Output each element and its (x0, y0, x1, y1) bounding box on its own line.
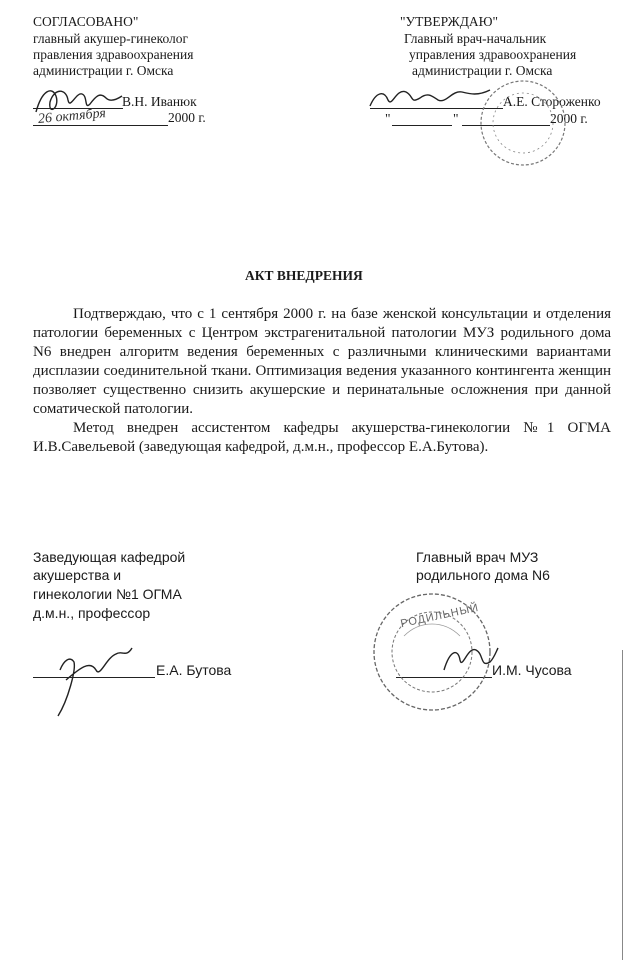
approval-year: 2000 г. (168, 110, 206, 125)
document-body (33, 305, 611, 457)
left-sign-line-4: д.м.н., профессор (33, 605, 151, 621)
approval-signature (30, 82, 130, 122)
confirm-stamp-icon (478, 78, 568, 168)
confirm-signer: А.Е. Стороженко (503, 94, 601, 109)
approval-line-2: правления здравоохранения (33, 47, 194, 62)
confirm-date-quote-close: " (453, 111, 459, 126)
confirm-line-1: Главный врач-начальник (404, 31, 547, 46)
right-sign-line-2: родильного дома N6 (416, 567, 550, 583)
page-edge-line (622, 650, 623, 960)
body-paragraph-1: Подтверждаю, что с 1 сентября 2000 г. на базе женской консультации и отделения патологии беременных с Центром экстрагенитальной патологии МУЗ родильного дома N6 внедрен алгоритм ведения беременных с различными клиническими вариантами дисплазии соединительной ткани. Оптимизация ведения указанного контингента женщин позволяет существенно снизить акушерские и перинатальные осложнения при данной соматической патологии. (33, 306, 611, 417)
body-paragraph-2: Метод внедрен ассистентом кафедры акушерства-гинекологии №1 ОГМА И.В.Савельевой (заведующая кафедрой, д.м.н., профессор Е.А.Бутова). (33, 420, 611, 455)
right-signer: И.М. Чусова (492, 662, 572, 678)
confirm-line-2: управления здравоохранения (409, 47, 577, 62)
confirm-line-3: администрации г. Омска (412, 63, 553, 78)
approval-signer: В.Н. Иванюк (122, 94, 197, 109)
confirm-signature (366, 80, 496, 116)
confirm-heading: "УТВЕРЖДАЮ" (400, 14, 499, 29)
confirm-date-quote-open: " (385, 111, 391, 126)
left-sign-line-1: Заведующая кафедрой (33, 549, 186, 565)
approval-heading: СОГЛАСОВАНО" (33, 14, 139, 29)
stamp-text: РОДИЛЬНЫЙ (399, 601, 481, 631)
confirm-day-line (392, 125, 452, 126)
document-title: АКТ ВНЕДРЕНИЯ (245, 268, 363, 283)
left-sign-line-2: акушерства и (33, 567, 122, 583)
approval-line-1: главный акушер-гинеколог (33, 31, 189, 46)
approval-handwritten-date: 26 октября (37, 106, 107, 127)
right-signature (440, 640, 500, 680)
left-sign-line-3: гинекологии №1 ОГМА (33, 586, 182, 602)
left-signer: Е.А. Бутова (156, 662, 232, 678)
confirm-year: 2000 г. (550, 111, 588, 126)
approval-line-3: администрации г. Омска (33, 63, 174, 78)
left-signature (50, 640, 140, 720)
right-sign-line-1: Главный врач МУЗ (416, 549, 539, 565)
